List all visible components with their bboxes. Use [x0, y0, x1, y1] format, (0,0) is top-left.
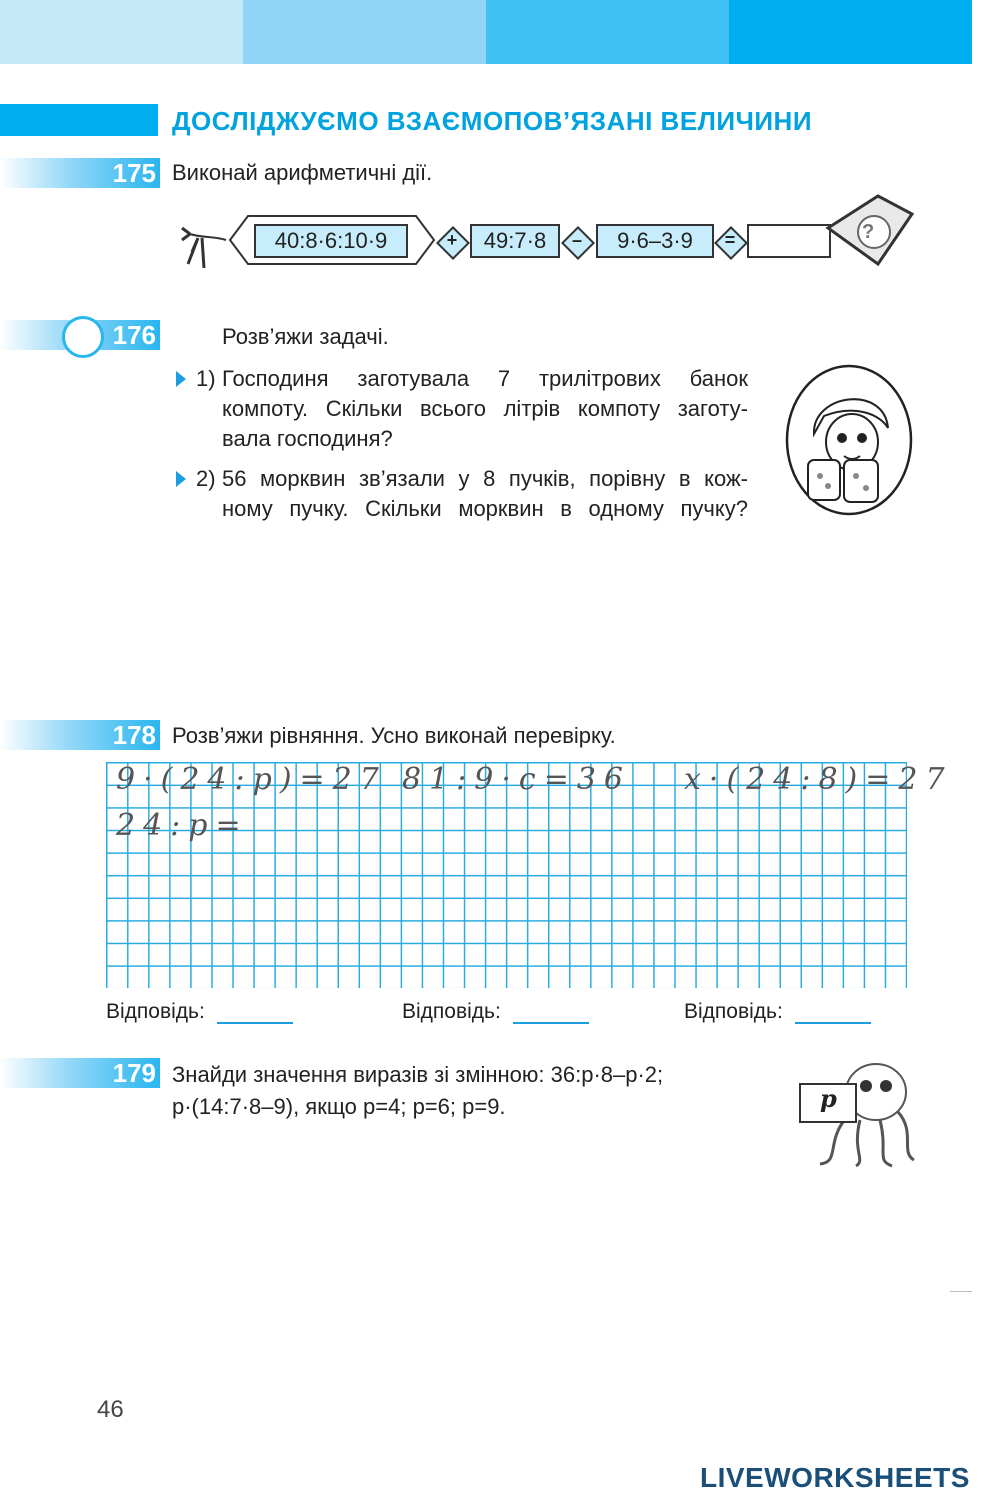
task-175-title: Виконай арифметичні дії.: [172, 160, 433, 185]
equation-1-work[interactable]: 24:p=: [116, 808, 249, 843]
problem-1-line-3: вала господиня?: [222, 426, 393, 451]
equation-1: 9·(24:p)=27: [116, 762, 387, 797]
op-equals: =: [724, 230, 736, 250]
op-plus: +: [446, 230, 458, 250]
answer-1-field[interactable]: [217, 1004, 293, 1024]
answer-1-label: Відповідь:: [106, 1000, 205, 1023]
octopus-illustration: [796, 1052, 918, 1170]
answer-2: [402, 1000, 589, 1024]
problem-1-label: 1): [196, 366, 216, 391]
section-title: ДОСЛІДЖУЄМО ВЗАЄМОПОВ’ЯЗАНІ ВЕЛИЧИНИ: [172, 106, 813, 136]
expression-box-1: 40:8·6:10·9: [254, 224, 408, 258]
task-179-line-1: Знайди значення виразів зі змінною: 36:p·8–p·2;: [172, 1062, 664, 1087]
margin-tick: [950, 1291, 972, 1292]
task-179-line-2: p·(14:7·8–9), якщо p=4; p=6; p=9.: [172, 1094, 506, 1119]
answer-1: [106, 1000, 293, 1024]
answer-3-field[interactable]: [795, 1004, 871, 1024]
problem-1-line-2: компоту. Скільки всього літрів компоту заготу-: [222, 396, 748, 421]
task-178-title: Розв’яжи рівняння. Усно виконай перевірку.: [172, 723, 616, 748]
page-number: 46: [97, 1396, 124, 1423]
expression-box-2: 49:7·8: [470, 224, 560, 258]
task-178-number: 178: [0, 720, 160, 750]
problem-2-label: 2): [196, 466, 216, 491]
problem-2-text: [222, 464, 748, 524]
task-179-number: 179: [0, 1058, 160, 1088]
equation-2: 81:9·c=36: [402, 762, 632, 797]
answer-2-label: Відповідь:: [402, 1000, 501, 1023]
task-175-number: 175: [0, 158, 160, 188]
task-176-title: Розв’яжи задачі.: [222, 324, 389, 349]
kite-tail-icon: [176, 212, 236, 272]
answer-box-175[interactable]: [747, 224, 831, 258]
octopus-sign-letter: p: [820, 1084, 837, 1113]
answer-3-label: Відповідь:: [684, 1000, 783, 1023]
kite-question-mark: ?: [862, 221, 875, 243]
problem-2-arrow-icon: [176, 471, 186, 487]
expression-box-3: 9·6–3·9: [596, 224, 714, 258]
task-176-circle-icon: [62, 316, 104, 358]
problem-1-text: [222, 364, 748, 454]
problem-1-line-1: Господиня заготувала 7 трилітрових банок: [222, 366, 748, 391]
op-minus: –: [571, 230, 582, 250]
liveworksheets-logo: LIVEWORKSHEETS: [700, 1462, 970, 1493]
equation-3: x·(24:8)=27: [684, 762, 953, 797]
top-color-band: [0, 0, 972, 64]
task-176-number: 176: [0, 320, 160, 350]
problem-2-line-1: 56 морквин зв’язали у 8 пучків, порівну в кож-: [222, 466, 748, 491]
problem-1-arrow-icon: [176, 371, 186, 387]
heading-bar: [0, 104, 158, 136]
problem-2-line-2: ному пучку. Скільки морквин в одному пучку?: [222, 496, 748, 521]
answer-3: [684, 1000, 871, 1024]
answer-2-field[interactable]: [513, 1004, 589, 1024]
housewife-illustration: [784, 364, 914, 516]
